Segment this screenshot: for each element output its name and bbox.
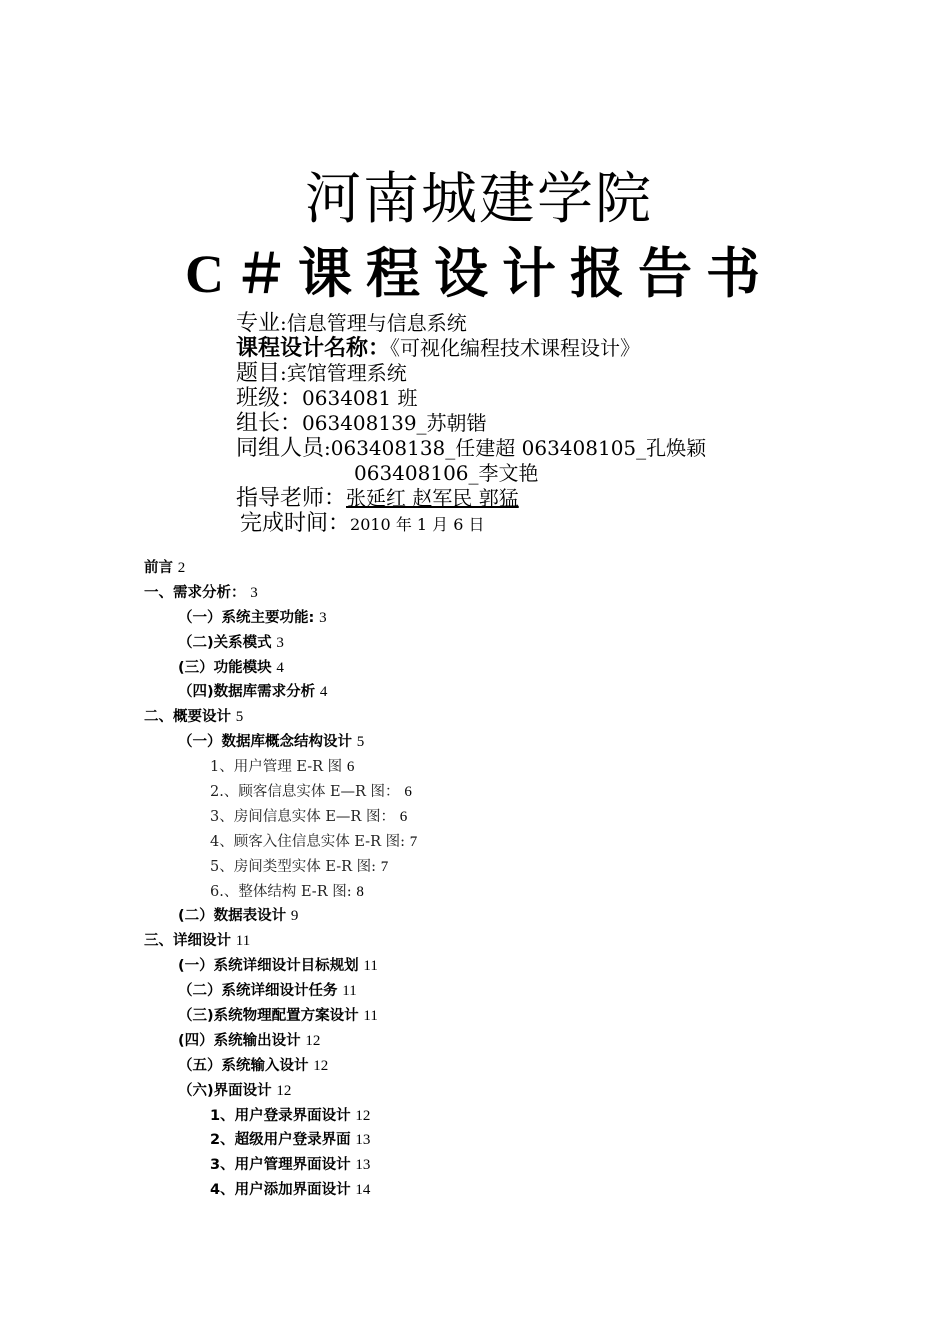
report-title xyxy=(185,240,774,308)
toc-entry[interactable] xyxy=(144,555,844,580)
info-major xyxy=(236,311,876,336)
date-label: 完成时间： xyxy=(240,511,351,536)
topic-label: 题目 xyxy=(236,361,281,386)
toc-entry-title: （四)数据库需求分析 xyxy=(178,684,316,701)
members-label: 同组人员 xyxy=(236,436,325,461)
toc-entry-page: 5 xyxy=(235,709,244,726)
school-title: 河南城建学院 xyxy=(305,167,653,232)
info-members xyxy=(236,436,876,461)
toc-entry-title: （二)关系模式 xyxy=(178,634,272,651)
toc-entry-title: 1、用户管理 E-R 图 xyxy=(210,759,343,776)
toc-entry-title: （一）系统主要功能: xyxy=(178,609,315,626)
toc-entry[interactable] xyxy=(144,1152,844,1177)
toc-entry-page: 7 xyxy=(380,858,389,875)
info-leader xyxy=(236,411,876,436)
course-value: 《可视化编程技术课程设计》 xyxy=(390,336,641,360)
toc-entry-title: 前言 xyxy=(144,560,173,576)
toc-entry[interactable] xyxy=(144,605,844,630)
teacher-value: 张延红 赵军民 郭猛 xyxy=(346,486,519,510)
toc-entry-title: （五）系统输入设计 xyxy=(178,1057,309,1074)
toc-entry-page: 14 xyxy=(355,1182,371,1199)
toc-entry[interactable] xyxy=(144,779,844,804)
toc-entry-page: 5 xyxy=(356,734,365,751)
toc-entry-page: 4 xyxy=(276,659,284,676)
toc-entry[interactable] xyxy=(144,679,844,704)
leader-label: 组长： xyxy=(236,411,303,436)
major-value: :信息管理与信息系统 xyxy=(280,311,467,335)
info-teacher xyxy=(236,486,876,511)
toc-entry-title: 5、房间类型实体 E-R 图: xyxy=(210,858,376,875)
teacher-label: 指导老师： xyxy=(236,486,347,511)
members-value-2: 063408106_李文艳 xyxy=(354,461,539,485)
class-label: 班级： xyxy=(236,386,303,411)
toc-entry-title: 3、房间信息实体 E—R 图： xyxy=(210,808,395,825)
report-title-text: 课程设计报告书 xyxy=(298,242,774,305)
toc-entry-page: 3 xyxy=(250,584,258,601)
toc-entry-page: 3 xyxy=(276,634,284,651)
toc-entry[interactable] xyxy=(144,655,844,680)
toc-entry[interactable] xyxy=(144,630,844,655)
toc-entry-title: （六)界面设计 xyxy=(178,1082,272,1099)
toc-entry[interactable] xyxy=(144,1003,844,1028)
toc-entry-title: 2、超级用户登录界面 xyxy=(210,1132,351,1149)
toc-entry[interactable] xyxy=(144,879,844,904)
toc-entry-page: 8 xyxy=(356,883,364,900)
toc-entry-page: 2 xyxy=(177,560,186,576)
toc-entry[interactable] xyxy=(144,978,844,1003)
leader-value: 063408139_苏朝锴 xyxy=(302,411,487,435)
toc-entry[interactable] xyxy=(144,1127,844,1152)
topic-value: :宾馆管理系统 xyxy=(280,361,407,385)
toc-entry-title: 1、用户登录界面设计 xyxy=(210,1107,351,1124)
toc-entry-page: 13 xyxy=(355,1132,371,1149)
toc-entry[interactable] xyxy=(144,1103,844,1128)
toc-entry-title: (四）系统输出设计 xyxy=(178,1032,301,1049)
toc-entry-page: 11 xyxy=(363,958,378,975)
course-label: 课程设计名称： xyxy=(236,336,391,361)
toc-entry-page: 6 xyxy=(399,808,408,825)
toc-entry[interactable] xyxy=(144,580,844,605)
toc-entry-page: 11 xyxy=(235,933,251,950)
toc-entry[interactable] xyxy=(144,1053,844,1078)
info-course xyxy=(236,336,876,361)
toc-entry[interactable] xyxy=(144,1028,844,1053)
toc-entry-page: 3 xyxy=(319,609,327,626)
table-of-contents xyxy=(144,555,844,1202)
toc-entry-title: （三)系统物理配置方案设计 xyxy=(178,1008,359,1025)
toc-entry[interactable] xyxy=(144,754,844,779)
toc-entry-title: (三）功能模块 xyxy=(178,659,272,676)
toc-entry-title: （一）数据库概念结构设计 xyxy=(178,734,352,751)
toc-entry-page: 6 xyxy=(404,784,412,801)
toc-entry-page: 4 xyxy=(319,684,328,701)
class-value: 0634081 班 xyxy=(302,386,418,410)
toc-entry-page: 11 xyxy=(342,983,357,1000)
toc-entry-title: 2.、顾客信息实体 E—R 图： xyxy=(210,784,400,801)
major-label: 专业 xyxy=(236,311,281,336)
toc-entry-title: 二、概要设计 xyxy=(144,709,231,726)
toc-entry-title: 三、详细设计 xyxy=(144,933,231,950)
toc-entry[interactable] xyxy=(144,729,844,754)
toc-entry-page: 6 xyxy=(346,759,355,776)
toc-entry-page: 12 xyxy=(313,1057,329,1074)
toc-entry-page: 12 xyxy=(276,1082,292,1099)
info-topic xyxy=(236,361,876,386)
cover-info xyxy=(236,311,876,536)
toc-entry-title: （二）系统详细设计任务 xyxy=(178,983,338,1000)
toc-entry-page: 12 xyxy=(305,1032,321,1049)
toc-entry[interactable] xyxy=(144,1078,844,1103)
info-members-cont xyxy=(236,461,876,486)
toc-entry-page: 7 xyxy=(409,833,418,850)
toc-entry[interactable] xyxy=(144,804,844,829)
toc-entry-title: 4、顾客入住信息实体 E-R 图: xyxy=(210,833,405,850)
members-value-1: :063408138_任建超 063408105_孔焕颖 xyxy=(324,436,707,460)
toc-entry-title: 4、用户添加界面设计 xyxy=(210,1182,351,1199)
toc-entry-title: 3、用户管理界面设计 xyxy=(210,1157,351,1174)
toc-entry[interactable] xyxy=(144,854,844,879)
toc-entry[interactable] xyxy=(144,903,844,928)
info-class xyxy=(236,386,876,411)
toc-entry[interactable] xyxy=(144,829,844,854)
toc-entry-page: 12 xyxy=(355,1107,371,1124)
report-title-prefix: C＃ xyxy=(185,244,298,304)
date-value: 2010 年 1 月 6 日 xyxy=(350,515,485,534)
toc-entry-title: 一、需求分析： xyxy=(144,584,246,601)
toc-entry[interactable] xyxy=(144,704,844,729)
toc-entry-page: 11 xyxy=(363,1008,378,1025)
toc-entry-title: (二）数据表设计 xyxy=(178,908,287,925)
toc-entry-title: 6.、整体结构 E-R 图: xyxy=(210,883,352,900)
toc-entry-title: (一）系统详细设计目标规划 xyxy=(178,958,359,975)
toc-entry[interactable] xyxy=(144,953,844,978)
toc-entry-page: 13 xyxy=(355,1157,371,1174)
toc-entry-page: 9 xyxy=(290,908,299,925)
toc-entry[interactable] xyxy=(144,928,844,953)
info-date xyxy=(236,511,876,536)
toc-entry[interactable] xyxy=(144,1177,844,1202)
